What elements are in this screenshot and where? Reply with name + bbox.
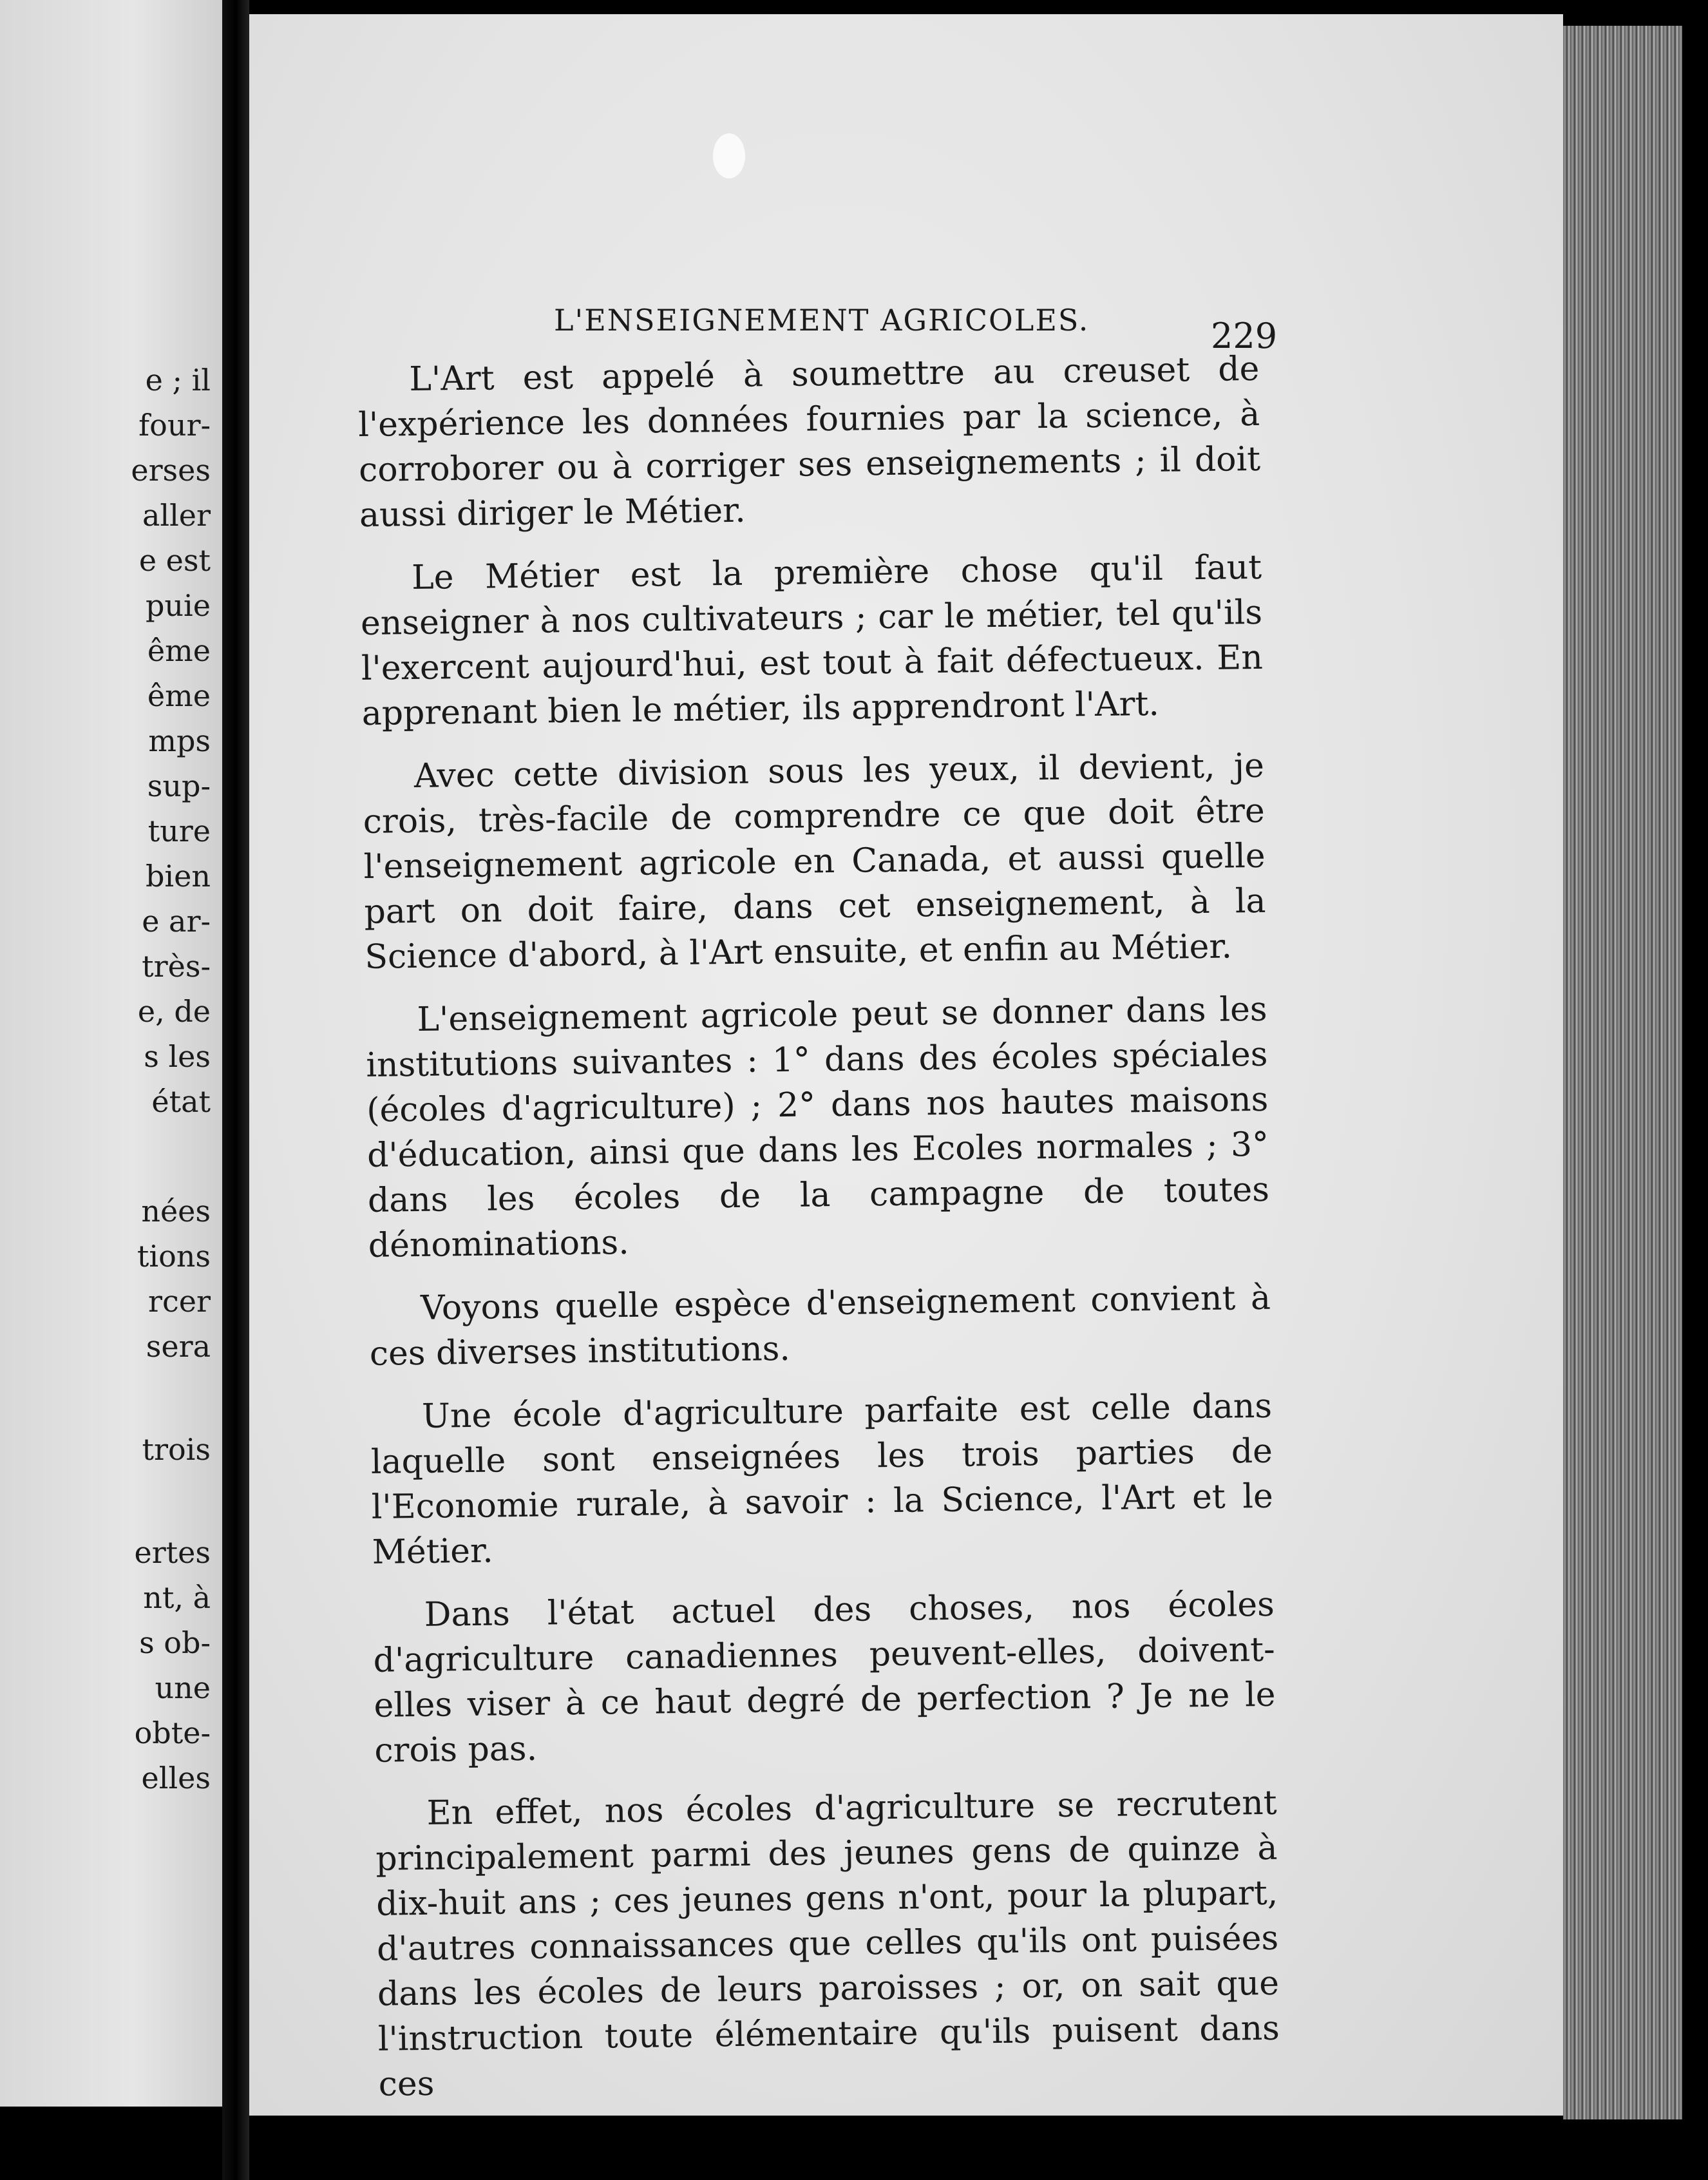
left-fragment-line: s ob- — [139, 1625, 211, 1660]
left-fragment-line: e ar- — [142, 904, 211, 939]
left-fragment-line: s les — [144, 1039, 211, 1074]
left-fragment-line: e, de — [137, 994, 211, 1029]
left-fragment-line: sera — [146, 1329, 211, 1364]
running-header: L'ENSEIGNEMENT AGRICOLES. — [554, 303, 1090, 338]
page-edges — [1563, 26, 1682, 2119]
paragraph: Dans l'état actuel des choses, nos écoles d'agriculture canadiennes peuvent-elles, doivent-elles viser à ce haut degré de perfection ? Je ne le crois pas. — [373, 1585, 1276, 1770]
left-fragment-line: erses — [131, 453, 211, 488]
paragraph: Une école d'agriculture parfaite est celle dans laquelle sont enseignées les trois parties de l'Economie rurale, à savoir : la Science, l'Art et le Métier. — [370, 1386, 1274, 1572]
left-fragment-line: très- — [142, 949, 211, 984]
left-fragment-line: bien — [145, 859, 211, 894]
page-number: 229 — [1211, 316, 1278, 356]
left-fragment-line: puie — [145, 588, 211, 623]
left-fragment-line: four- — [138, 408, 211, 443]
left-fragment-line: elles — [141, 1761, 211, 1795]
book-gutter — [222, 0, 249, 2180]
edge-shadow — [1682, 0, 1708, 2180]
paragraph: L'Art est appelé à soumettre au creuset de l'expérience les données fournies par la science, à corroborer ou à corriger ses enseignements ; il doit aussi diriger le Métier. — [357, 349, 1261, 535]
left-fragment-line: nt, à — [143, 1580, 211, 1615]
left-fragment-line: état — [151, 1084, 211, 1119]
left-fragment-line: obte- — [134, 1716, 211, 1750]
left-fragment-line: e est — [138, 543, 211, 578]
left-fragment-line: mps — [148, 723, 211, 758]
left-fragment-line: aller — [142, 498, 211, 533]
left-fragment-line: ême — [147, 678, 211, 713]
left-fragment-line: tions — [137, 1239, 211, 1274]
body-text — [357, 347, 1280, 2125]
paragraph: Voyons quelle espèce d'enseignement convient à ces diverses institutions. — [369, 1278, 1271, 1373]
paper-speck — [713, 133, 745, 178]
paragraph: Avec cette division sous les yeux, il devient, je crois, très-facile de comprendre ce que doit être l'enseignement agricole en Canada, et aussi quelle part on doit faire, dans cet enseignement, à la Science d'abord, à l'Art ensuite, et enfin au Métier. — [363, 746, 1266, 977]
left-fragment-line: nées — [141, 1194, 211, 1229]
left-fragment-line: ture — [147, 814, 211, 848]
previous-page-fragment — [0, 0, 222, 2107]
paragraph: L'enseignement agricole peut se donner dans les institutions suivantes : 1° dans des écoles spéciales (écoles d'agriculture) ; 2° dans nos hautes maisons d'éducation, ainsi que dans les Ecoles normales ; 3° dans les écoles de la campagne de toutes dénominations. — [366, 990, 1270, 1265]
left-fragment-line: une — [155, 1670, 211, 1705]
left-fragment-line: ertes — [134, 1535, 211, 1570]
paragraph: En effet, nos écoles d'agriculture se recrutent principalement parmi des jeunes gens de quinze à dix-huit ans ; ces jeunes gens n'ont, pour la plupart, d'autres connaissances que celles qu'ils ont puisées dans les écoles de leurs paroisses ; or, on sait que l'instruction toute élémentaire qu'ils puisent dans ces — [375, 1783, 1280, 2104]
left-fragment-line: trois — [142, 1432, 211, 1467]
left-fragment-line: rcer — [148, 1284, 211, 1319]
left-fragment-line: ême — [147, 633, 211, 668]
left-fragment-line: e ; il — [145, 363, 211, 397]
left-fragment-line: sup- — [147, 769, 211, 803]
paragraph: Le Métier est la première chose qu'il faut enseigner à nos cultivateurs ; car le métier, tel qu'ils l'exercent aujourd'hui, est tout à fait défectueux. En apprenant bien le métier, ils apprendront l'Art. — [360, 548, 1264, 733]
